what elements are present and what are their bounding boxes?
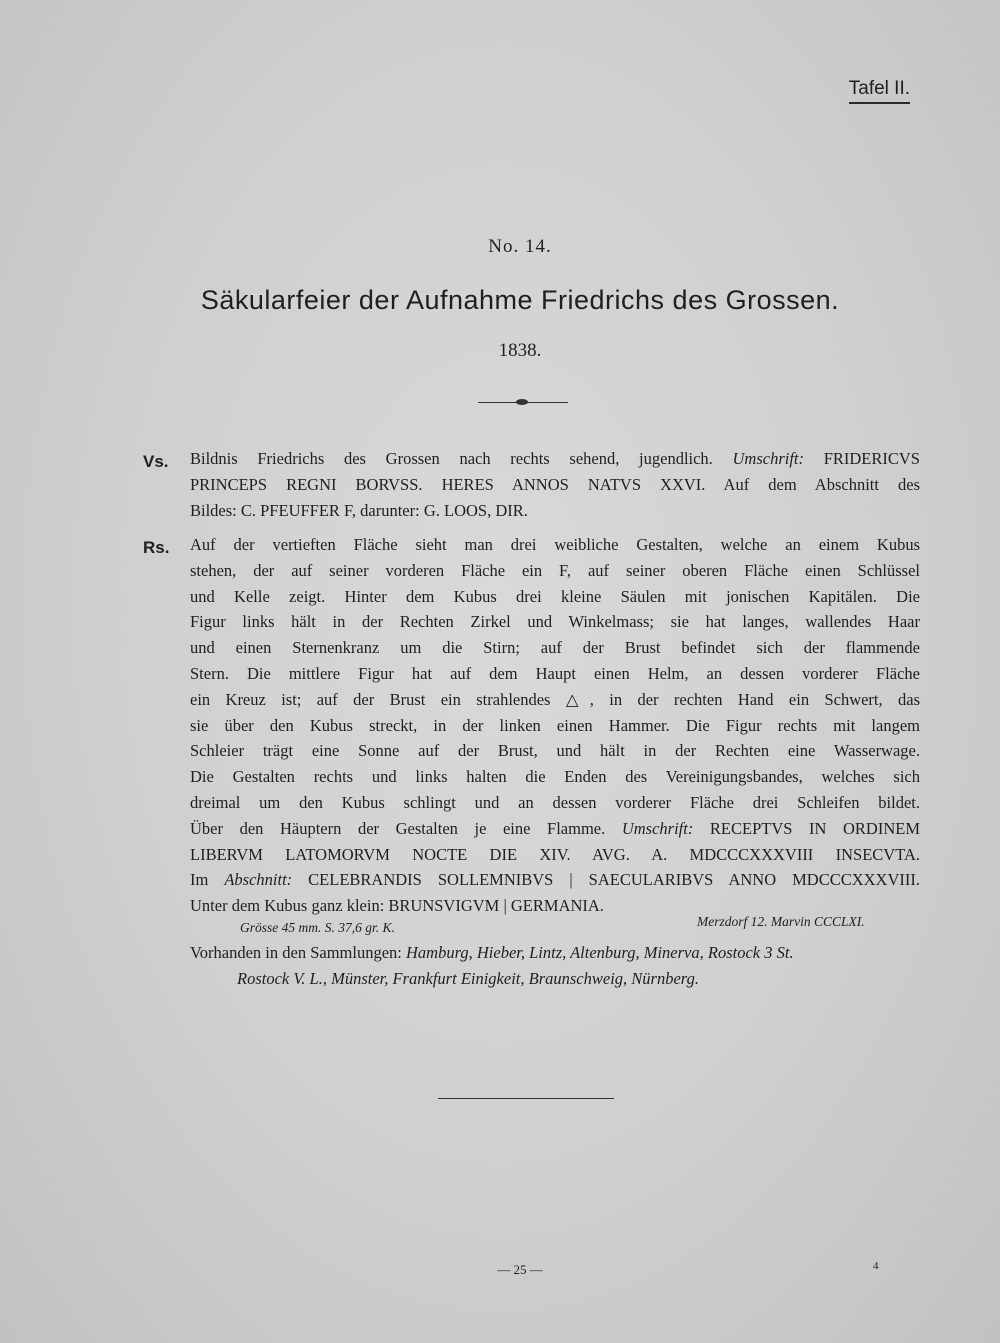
entry-number: No. 14. <box>488 236 552 257</box>
size-weight: Grösse 45 mm. S. 37,6 gr. K. <box>240 920 395 935</box>
signature-mark: 4 <box>873 1260 879 1272</box>
reverse-label: Rs. <box>143 538 170 557</box>
reverse-line: Figur links hält in der Rechten Zirkel und Winkelmass; sie hat langes, wallendes Haar <box>190 612 920 632</box>
obverse-line: Bildnis Friedrichs des Grossen nach rechts sehend, jugendlich. Umschrift: FRIDERICVS <box>190 449 920 468</box>
reverse-line: sie über den Kubus streckt, in der linken einen Hammer. Die Figur rechts mit langem <box>190 715 920 735</box>
collections-line-2: Rostock V. L., Münster, Frankfurt Einigkeit, Braunschweig, Nürnberg. <box>237 969 699 988</box>
reverse-line: Unter dem Kubus ganz klein: BRUNSVIGVM | GERMANIA. <box>190 896 604 916</box>
reverse-text <box>190 532 920 919</box>
obverse-line: Bildes: C. PFEUFFER F, darunter: G. LOOS, DIR. <box>190 500 528 520</box>
reverse-line: und einen Sternenkranz um die Stirn; auf der Brust befindet sich der flammende <box>190 638 920 658</box>
obverse-text <box>190 446 920 523</box>
obverse-label: Vs. <box>143 452 169 471</box>
reverse-line: Auf der vertieften Fläche sieht man drei weibliche Gestalten, welche an einem Kubus <box>190 535 920 554</box>
reverse-line: Die Gestalten rechts und links halten die Enden des Vereinigungsbandes, welches sich <box>190 767 920 787</box>
reverse-line: ein Kreuz ist; auf der Brust ein strahlendes △, in der rechten Hand ein Schwert, das <box>190 689 920 709</box>
reverse-line: Über den Häuptern der Gestalten je eine Flamme. Umschrift: RECEPTVS IN ORDINEM <box>190 818 920 838</box>
reverse-line: stehen, der auf seiner vorderen Fläche ein F, auf seiner oberen Fläche einen Schlüssel <box>190 560 920 580</box>
reverse-line: Schleier trägt eine Sonne auf der Brust, und hält in der Rechten eine Wasserwage. <box>190 741 920 761</box>
reverse-line: Im Abschnitt: CELEBRANDIS SOLLEMNIBVS | SAECULARIBVS ANNO MDCCCXXXVIII. <box>190 870 920 890</box>
references: Merzdorf 12. Marvin CCCLXI. <box>697 914 865 929</box>
plate-label: Tafel II. <box>849 78 910 104</box>
entry-year: 1838. <box>498 340 542 361</box>
page-number: — 25 — <box>497 1262 543 1277</box>
reverse-line: und Kelle zeigt. Hinter dem Kubus drei kleine Säulen mit jonischen Kapitälen. Die <box>190 586 920 606</box>
closing-rule <box>438 1098 614 1099</box>
entry-title: Säkularfeier der Aufnahme Friedrichs des Grossen. <box>200 285 840 315</box>
reverse-line: Stern. Die mittlere Figur hat auf dem Haupt einen Helm, an dessen vorderer Fläche <box>190 663 920 683</box>
reverse-line: dreimal um den Kubus schlingt und an dessen vorderer Fläche drei Schleifen bildet. <box>190 792 920 812</box>
reverse-line: LIBERVM LATOMORVM NOCTE DIE XIV. AVG. A. MDCCCXXXVIII INSECVTA. <box>190 844 920 864</box>
collections-line-1: Vorhanden in den Sammlungen: Hamburg, Hieber, Lintz, Altenburg, Minerva, Rostock 3 St. <box>190 943 794 962</box>
collections <box>190 940 925 992</box>
obverse-line: PRINCEPS REGNI BORVSS. HERES ANNOS NATVS XXVI. Auf dem Abschnitt des <box>190 474 920 494</box>
ornament-dot <box>516 399 528 405</box>
